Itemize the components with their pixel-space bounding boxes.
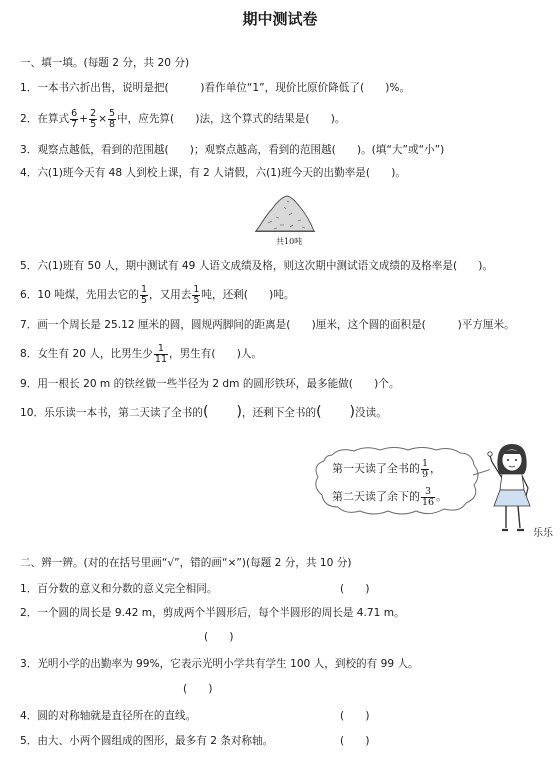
denominator: 5 — [193, 294, 200, 306]
question-1-8 — [20, 340, 262, 368]
question-1-2 — [20, 106, 345, 132]
girl-character-icon — [484, 440, 536, 540]
tf-question-5: 5．由大、小两个圆组成的图形，最多有 2 条对称轴。 — [20, 735, 274, 747]
question-1-6 — [20, 282, 294, 308]
page-title: 期中测试卷 — [242, 10, 318, 28]
fraction — [154, 344, 168, 365]
section-heading-true-false: 二、辨一辨。(对的在括号里画“√”，错的画“×”)(每题 2 分，共 10 分) — [20, 557, 352, 569]
fraction — [89, 109, 97, 130]
q6-mid: ，又用去 — [148, 289, 192, 301]
q10-part-c: ，还剩下全书的 — [241, 407, 317, 419]
denominator: 8 — [109, 118, 116, 130]
tf-answer-paren-4: ( ) — [340, 710, 370, 722]
q2-prefix: 2．在算式 — [20, 113, 70, 125]
times-sign: × — [98, 113, 107, 125]
answer-blank: ( ) — [202, 404, 242, 420]
q8-suffix: ，男生有( )人。 — [169, 348, 263, 360]
coal-pile-icon — [254, 193, 316, 235]
question-1-9: 9．用一根长 20 m 的铁丝做一些半径为 2 dm 的圆形铁环，最多能做( )个。 — [20, 378, 400, 390]
numerator: 1 — [422, 457, 429, 469]
denominator: 16 — [422, 496, 435, 508]
tf-answer-paren-3: ( ) — [183, 683, 213, 695]
numerator: 2 — [90, 107, 97, 119]
numerator: 6 — [71, 107, 78, 119]
question-1-7: 7．画一个周长是 25.12 厘米的圆，圆规两脚间的距离是( )厘米，这个圆的面积是( )平方厘米。 — [20, 319, 515, 331]
plus-sign: + — [79, 113, 89, 125]
q10-part-a: 10．乐乐读一本书，第二天读了全书的 — [20, 407, 203, 419]
question-1-10 — [20, 402, 387, 423]
bubble-line2-prefix: 第二天读了余下的 — [332, 490, 420, 503]
coal-pile-caption: 共10吨 — [276, 237, 303, 246]
question-1-1: 1．一本书六折出售，说明是把( )看作单位“1”，现价比原价降低了( )%。 — [20, 82, 411, 94]
question-1-3: 3．观察点越低，看到的范围越( )；观察点越高，看到的范围越( )。(填“大”或“小”) — [20, 144, 445, 156]
tf-answer-paren-2: ( ) — [204, 631, 234, 643]
denominator: 11 — [154, 353, 167, 365]
tf-question-4: 4．圆的对称轴就是直径所在的直线。 — [20, 710, 197, 722]
tf-answer-paren-1: ( ) — [340, 583, 370, 595]
q2-suffix: 中，应先算( )法，这个算式的结果是( )。 — [117, 113, 346, 125]
numerator: 3 — [421, 487, 435, 498]
q8-prefix: 8．女生有 20 人，比男生少 — [20, 348, 153, 360]
denominator: 5 — [140, 294, 147, 306]
answer-blank: ( ) — [316, 404, 356, 420]
bubble-line-2 — [332, 485, 447, 509]
numerator: 1 — [140, 283, 147, 295]
fraction — [421, 487, 435, 508]
tf-question-1: 1．百分数的意义和分数的意义完全相同。 — [20, 583, 218, 595]
tf-answer-paren-5: ( ) — [340, 735, 370, 747]
q6-prefix: 6．10 吨煤，先用去它的 — [20, 289, 139, 301]
numerator: 5 — [109, 107, 116, 119]
q6-suffix: 吨，还剩( )吨。 — [201, 289, 295, 301]
bubble-line1-suffix: ， — [430, 462, 442, 475]
denominator: 5 — [90, 118, 97, 130]
fraction — [192, 285, 200, 306]
bubble-line-1 — [332, 457, 441, 481]
denominator: 9 — [422, 468, 429, 480]
fraction — [108, 109, 116, 130]
section-heading-fill-in: 一、填一填。(每题 2 分，共 20 分) — [20, 57, 190, 69]
question-1-5: 5．六(1)班有 50 人，期中测试有 49 人语文成绩及格，则这次期中测试语文成绩的及格率是( )。 — [20, 260, 494, 272]
fraction — [70, 109, 78, 130]
question-1-4: 4．六(1)班今天有 48 人到校上课，有 2 人请假，六(1)班今天的出勤率是( )。 — [20, 167, 406, 179]
fraction — [140, 285, 148, 306]
girl-name-label: 乐乐 — [533, 528, 553, 539]
fraction — [421, 459, 429, 480]
q10-part-d: 没读。 — [355, 407, 387, 419]
numerator: 1 — [193, 283, 200, 295]
tf-question-3: 3．光明小学的出勤率为 99%，它表示光明小学共有学生 100 人，到校的有 99 人。 — [20, 658, 419, 670]
bubble-line1-prefix: 第一天读了全书的 — [332, 462, 420, 475]
bubble-line2-suffix: 。 — [436, 490, 448, 503]
numerator: 1 — [154, 344, 168, 355]
tf-question-2: 2．一个圆的周长是 9.42 m，剪成两个半圆形后，每个半圆形的周长是 4.71 m。 — [20, 607, 405, 619]
denominator: 7 — [71, 118, 78, 130]
